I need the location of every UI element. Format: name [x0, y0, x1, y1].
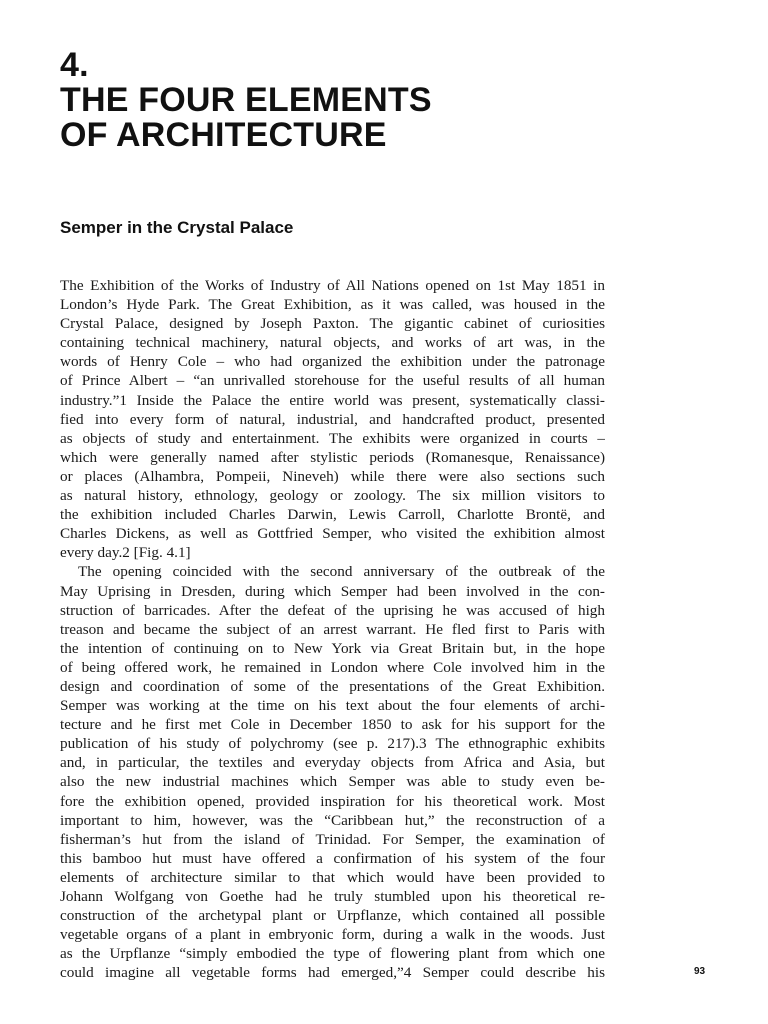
- body-line: Crystal Palace, designed by Joseph Paxton. The gigantic cabinet of curiosities: [60, 315, 605, 333]
- body-line: which were generally named after stylistic periods (Romanesque, Renaissance): [60, 448, 605, 466]
- body-line: construction of the archetypal plant or Urpflanze, which contained all possible: [60, 907, 605, 925]
- body-line: of Prince Albert – “an unrivalled storehouse for the useful results of all human: [60, 372, 605, 390]
- body-line: or places (Alhambra, Pompeii, Nineveh) while there were also sections such: [60, 467, 605, 485]
- body-line: the exhibition included Charles Darwin, Lewis Carroll, Charlotte Brontë, and: [60, 506, 605, 524]
- body-line: The Exhibition of the Works of Industry of All Nations opened on 1st May 1851 in: [60, 277, 605, 294]
- body-line: The opening coincided with the second anniversary of the outbreak of the: [78, 563, 605, 581]
- body-line: London’s Hyde Park. The Great Exhibition, as it was called, was housed in the: [60, 296, 605, 314]
- body-line: struction of barricades. After the defeat of the uprising he was accused of high: [60, 601, 605, 619]
- chapter-title-line-2: OF ARCHITECTURE: [60, 116, 387, 154]
- body-line: industry.”1 Inside the Palace the entire world was present, systematically classi-: [60, 391, 605, 409]
- body-line: could imagine all vegetable forms had emerged,”4 Semper could describe his: [60, 964, 605, 982]
- body-line: every day.2 [Fig. 4.1]: [60, 544, 191, 562]
- body-line: as the Urpflanze “simply embodied the type of flowering plant from which one: [60, 945, 605, 963]
- body-line: as objects of study and entertainment. The exhibits were organized in courts –: [60, 429, 605, 447]
- body-line: of being offered work, he remained in London where Cole involved him in the: [60, 658, 605, 676]
- body-line: fore the exhibition opened, provided inspiration for his theoretical work. Most: [60, 792, 605, 810]
- body-line: words of Henry Cole – who had organized the exhibition under the patronage: [60, 353, 605, 371]
- body-line: also the new industrial machines which Semper was able to study even be-: [60, 773, 605, 791]
- body-line: important to him, however, was the “Caribbean hut,” the reconstruction of a: [60, 811, 605, 829]
- page-number: 93: [694, 966, 706, 977]
- body-line: tecture and he first met Cole in December 1850 to ask for his support for the: [60, 716, 605, 734]
- body-line: this bamboo hut must have offered a confirmation of his system of the four: [60, 849, 605, 867]
- body-line: May Uprising in Dresden, during which Semper had been involved in the con-: [60, 582, 605, 600]
- body-line: Charles Dickens, as well as Gottfried Semper, who visited the exhibition almost: [60, 525, 605, 543]
- chapter-number: 4.: [60, 46, 89, 84]
- body-line: containing technical machinery, natural objects, and works of art was, in the: [60, 334, 605, 352]
- body-line: as natural history, ethnology, geology or zoology. The six million visitors to: [60, 487, 605, 505]
- body-line: Johann Wolfgang von Goethe had he truly stumbled upon his theoretical re-: [60, 888, 605, 905]
- chapter-title-line-1: THE FOUR ELEMENTS: [60, 81, 432, 119]
- body-line: vegetable organs of a plant in embryonic form, during a walk in the woods. Just: [60, 926, 605, 944]
- section-title: Semper in the Crystal Palace: [60, 218, 294, 237]
- body-line: design and coordination of some of the presentations of the Great Exhibition.: [60, 677, 605, 695]
- body-line: fisherman’s hut from the island of Trinidad. For Semper, the examination of: [60, 830, 605, 848]
- body-text: [60, 276, 605, 982]
- body-line: the intention of continuing on to New York via Great Britain but, in the hope: [60, 639, 605, 657]
- body-line: Semper was working at the time on his text about the four elements of archi-: [60, 697, 605, 715]
- body-line: treason and became the subject of an arrest warrant. He fled first to Paris with: [60, 620, 605, 638]
- body-line: publication of his study of polychromy (see p. 217).3 The ethnographic exhibits: [60, 735, 605, 753]
- body-line: and, in particular, the textiles and everyday objects from Africa and Asia, but: [60, 754, 605, 772]
- body-line: fied into every form of natural, industrial, and handcrafted product, presented: [60, 410, 605, 428]
- body-line: elements of architecture similar to that which would have been provided to: [60, 868, 605, 886]
- chapter-heading: [60, 48, 432, 153]
